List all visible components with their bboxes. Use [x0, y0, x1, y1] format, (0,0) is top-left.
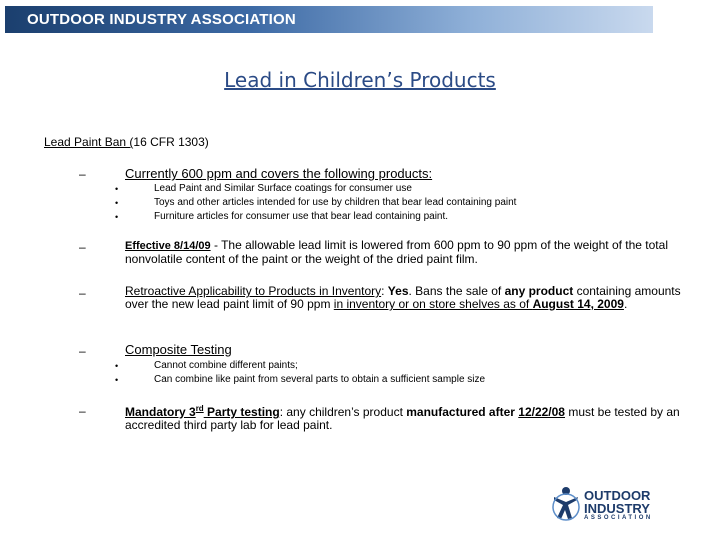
logo-line-3: ASSOCIATION — [584, 515, 653, 521]
mandatory-date: 12/22/08 — [518, 405, 565, 419]
retro-colon: : — [381, 284, 388, 298]
effective-label: Effective 8/14/09 — [125, 240, 211, 252]
bullet-marker: • — [115, 184, 119, 194]
bullet-marker: • — [115, 198, 119, 208]
item-currently-text: Currently 600 ppm and covers the following products: — [125, 166, 433, 181]
mandatory-sup: rd — [195, 404, 204, 413]
item-currently — [125, 167, 685, 180]
retro-yes: Yes — [387, 284, 409, 298]
retro-date: August 14, 2009 — [532, 297, 624, 311]
oia-logo — [550, 485, 670, 525]
dash-marker: – — [79, 167, 86, 181]
item-effective — [125, 239, 685, 266]
retro-label: Retroactive Applicability to Products in Inventory — [125, 284, 382, 298]
item-mandatory — [125, 402, 690, 432]
slide-title — [0, 68, 720, 92]
slide-title-text: Lead in Children’s Products — [224, 68, 496, 92]
retro-any-product: any product — [504, 284, 574, 298]
mandatory-text1: : any children’s product — [279, 405, 407, 419]
effective-text: - The allowable lead limit is lowered from 600 ppm to 90 ppm of the weight of the total nonvolatile content of the paint or the weight of the dried paint film. — [125, 238, 668, 266]
mandatory-manufactured: manufactured after — [406, 405, 519, 419]
bullet-marker: • — [115, 375, 119, 385]
composite-label: Composite Testing — [125, 342, 232, 357]
dash-marker: – — [79, 404, 86, 418]
sub-item: Toys and other articles intended for use by children that bear lead containing paint — [154, 197, 517, 208]
sub-item: Cannot combine different paints; — [154, 360, 298, 371]
retro-end: . — [623, 297, 628, 311]
sub-item: Lead Paint and Similar Surface coatings for consumer use — [154, 183, 412, 194]
mandatory-text2: must be tested by an accredited third party lab for lead paint. — [125, 405, 680, 432]
mandatory-label-pre: Mandatory 3 — [125, 405, 196, 419]
item-composite — [125, 343, 685, 356]
oia-figure-icon — [550, 485, 582, 525]
section-citation: 16 CFR 1303) — [133, 135, 209, 149]
bullet-marker: • — [115, 212, 119, 222]
banner-title: OUTDOOR INDUSTRY ASSOCIATION — [27, 11, 296, 28]
section-prefix: Lead Paint Ban ( — [44, 135, 134, 149]
dash-marker: – — [79, 286, 86, 300]
item-retroactive — [125, 285, 685, 311]
dash-marker: – — [79, 240, 86, 254]
logo-line-1: OUTDOOR — [584, 488, 651, 503]
retro-inventory: in inventory or on store shelves as of — [333, 297, 533, 311]
retro-text2: containing amounts over the new lead paint limit of 90 ppm — [125, 284, 681, 311]
header-banner — [5, 6, 653, 33]
logo-line-2: INDUSTRY — [584, 501, 650, 516]
dash-marker: – — [79, 344, 86, 358]
sub-item: Can combine like paint from several parts to obtain a sufficient sample size — [154, 374, 486, 385]
sub-item: Furniture articles for consumer use that bear lead containing paint. — [154, 211, 449, 222]
bullet-marker: • — [115, 361, 119, 371]
retro-text1: . Bans the sale of — [408, 284, 505, 298]
mandatory-label-post: Party testing — [203, 405, 280, 419]
section-heading — [44, 135, 209, 149]
